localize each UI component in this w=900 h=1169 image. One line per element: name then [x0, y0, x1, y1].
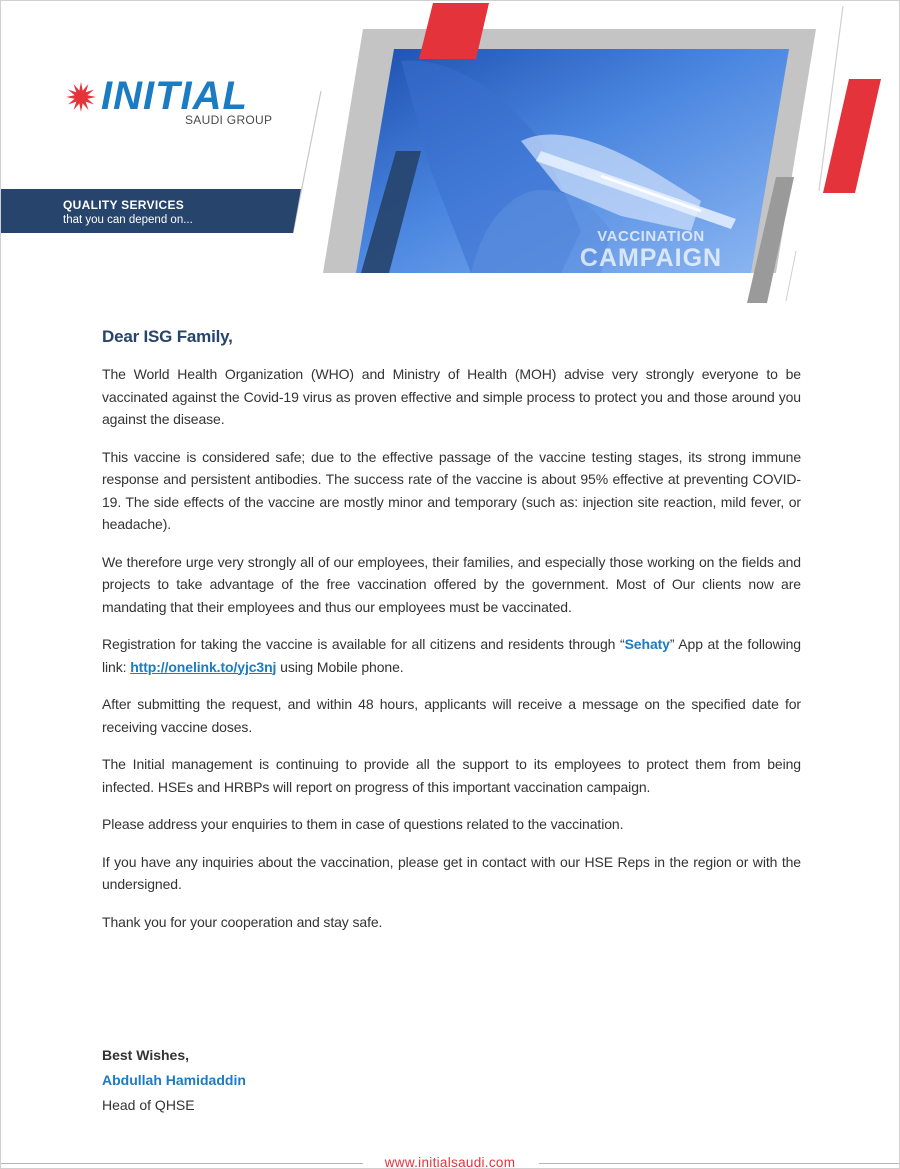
tagline-title: QUALITY SERVICES [63, 198, 185, 212]
campaign-label [561, 229, 741, 271]
paragraph-5: After submitting the request, and within 48 hours, applicants will receive a message on the specified date for receiving vaccine doses. [102, 696, 801, 735]
campaign-label-top: VACCINATION [597, 228, 705, 245]
paragraph-7: Please address your enquiries to them in case of questions related to the vaccination. [102, 816, 624, 832]
campaign-label-main: CAMPAIGN [579, 244, 723, 272]
tagline-subtitle: that you can depend on... [63, 214, 193, 226]
paragraph-2: This vaccine is considered safe; due to the effective passage of the vaccine testing stages, its strong immune response and persistent antibodies. The success rate of the vaccine is about 95% effective at preventing COVID-19. The side effects of the vaccine are mostly minor and temporary (such as: injection site reaction, mild fever, or headache). [102, 448, 801, 532]
greeting: Dear ISG Family, [102, 327, 233, 346]
registration-link[interactable]: http://onelink.to/yjc3nj [130, 658, 277, 675]
logo-wordmark: INITIAL [101, 74, 248, 118]
paragraph-3: We therefore urge very strongly all of our employees, their families, and especially those working on the fields and projects to take advantage of the free vaccination offered by the government. Most of Our clients now are mandating that their employees and thus our employees must be vaccinated. [102, 553, 801, 615]
signature-block [102, 1043, 246, 1118]
closing-line: Best Wishes, [102, 1047, 190, 1063]
tagline [63, 198, 193, 228]
app-name: Sehaty [624, 636, 670, 652]
paragraph-8: If you have any inquiries about the vaccination, please get in contact with our HSE Reps in the region or with the undersigned. [102, 853, 801, 892]
paragraph-4-text-b: ” App at the following link: [102, 636, 801, 675]
signatory-name: Abdullah Hamidaddin [102, 1072, 246, 1088]
paragraph-4-text-c: using Mobile phone. [276, 658, 404, 675]
paragraph-4 [102, 633, 801, 678]
paragraph-4-text-a: Registration for taking the vaccine is available for all citizens and residents through “ [102, 636, 625, 652]
signatory-title: Head of QHSE [102, 1097, 195, 1113]
letter-body [102, 327, 801, 948]
paragraph-1: The World Health Organization (WHO) and Ministry of Health (MOH) advise very strongly everyone to be vaccinated against the Covid-19 virus as proven effective and simple process to protect you and those around you against the disease. [102, 366, 801, 427]
paragraph-9: Thank you for your cooperation and stay safe. [102, 913, 383, 930]
company-logo [61, 76, 291, 136]
footer-website[interactable]: www.initialsaudi.com [384, 1155, 516, 1169]
header-artwork [1, 1, 899, 311]
logo-subtitle: SAUDI GROUP [185, 113, 273, 127]
paragraph-6: The Initial management is continuing to provide all the support to its employees to protect them from being infected. HSEs and HRBPs will report on progress of this important vaccination campaign. [102, 756, 801, 795]
